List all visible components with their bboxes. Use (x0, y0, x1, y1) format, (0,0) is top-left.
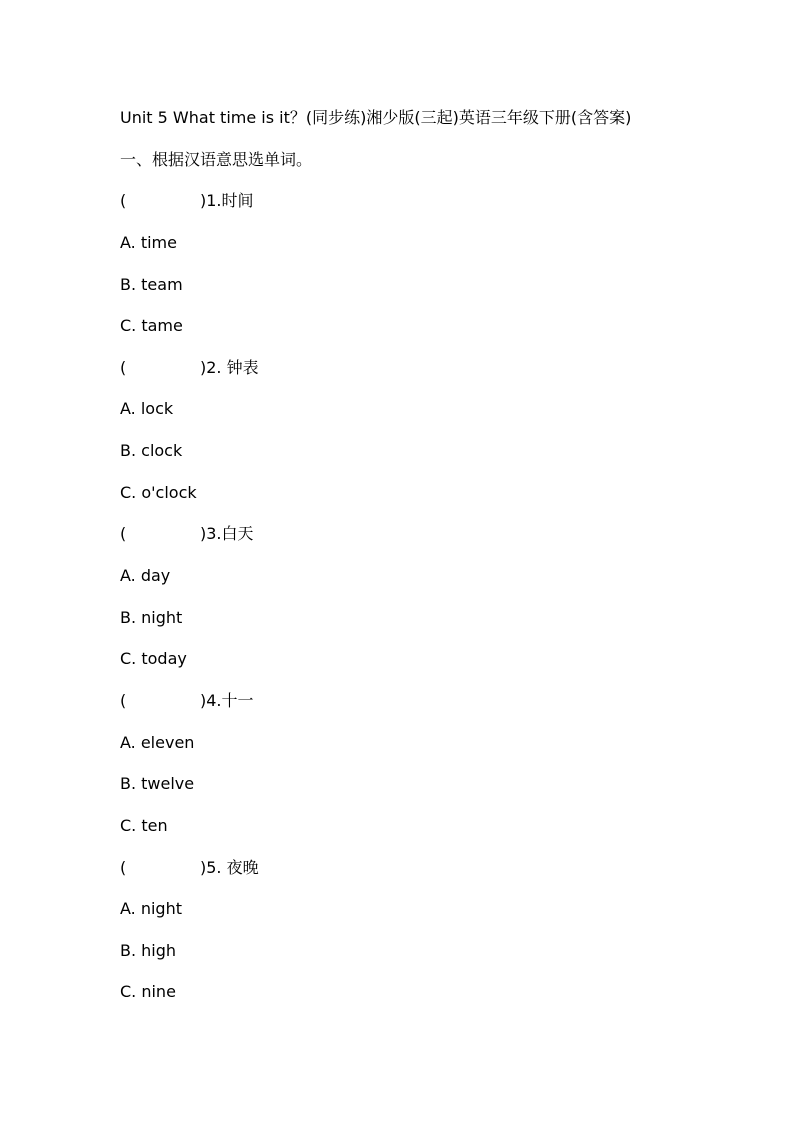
option-b: B. team (120, 274, 183, 294)
question-text: 白天 (221, 524, 254, 544)
section-heading: 一、根据汉语意思选单词。 (120, 149, 313, 169)
answer-blank: ( (120, 191, 127, 211)
option-b: B. high (120, 940, 177, 960)
document-title: Unit 5 What time is it？(同步练)湘少版(三起)英语三年级下册(含答案) (120, 108, 632, 127)
option-a: A. eleven (120, 732, 195, 752)
option-a: A. lock (120, 399, 174, 419)
option-c: C. today (120, 649, 187, 669)
answer-blank: ( (120, 357, 127, 377)
option-c: C. tame (120, 316, 183, 336)
question-1 (120, 189, 720, 231)
question-number: ) 4. (200, 691, 222, 710)
question-number: ) 2. (200, 358, 222, 377)
question-text: 时间 (221, 191, 254, 211)
option-b: B. clock (120, 441, 183, 461)
option-c: C. nine (120, 982, 176, 1002)
question-text: 夜晚 (221, 857, 259, 877)
question-text: 十一 (221, 690, 254, 710)
question-5 (120, 856, 720, 898)
question-number: ) 3. (200, 524, 222, 543)
answer-blank: ( (120, 857, 127, 877)
question-3 (120, 522, 720, 564)
question-number: ) 1. (200, 191, 222, 210)
option-b: B. night (120, 607, 183, 627)
question-2 (120, 356, 720, 398)
option-b: B. twelve (120, 774, 195, 794)
worksheet-content (120, 106, 720, 1022)
option-c: C. o'clock (120, 482, 197, 502)
question-number: ) 5. (200, 858, 222, 877)
question-4 (120, 689, 720, 731)
option-a: A. day (120, 566, 171, 586)
option-a: A. time (120, 232, 177, 252)
answer-blank: ( (120, 524, 127, 544)
option-a: A. night (120, 899, 182, 919)
question-text: 钟表 (221, 357, 259, 377)
option-c: C. ten (120, 815, 168, 835)
answer-blank: ( (120, 690, 127, 710)
